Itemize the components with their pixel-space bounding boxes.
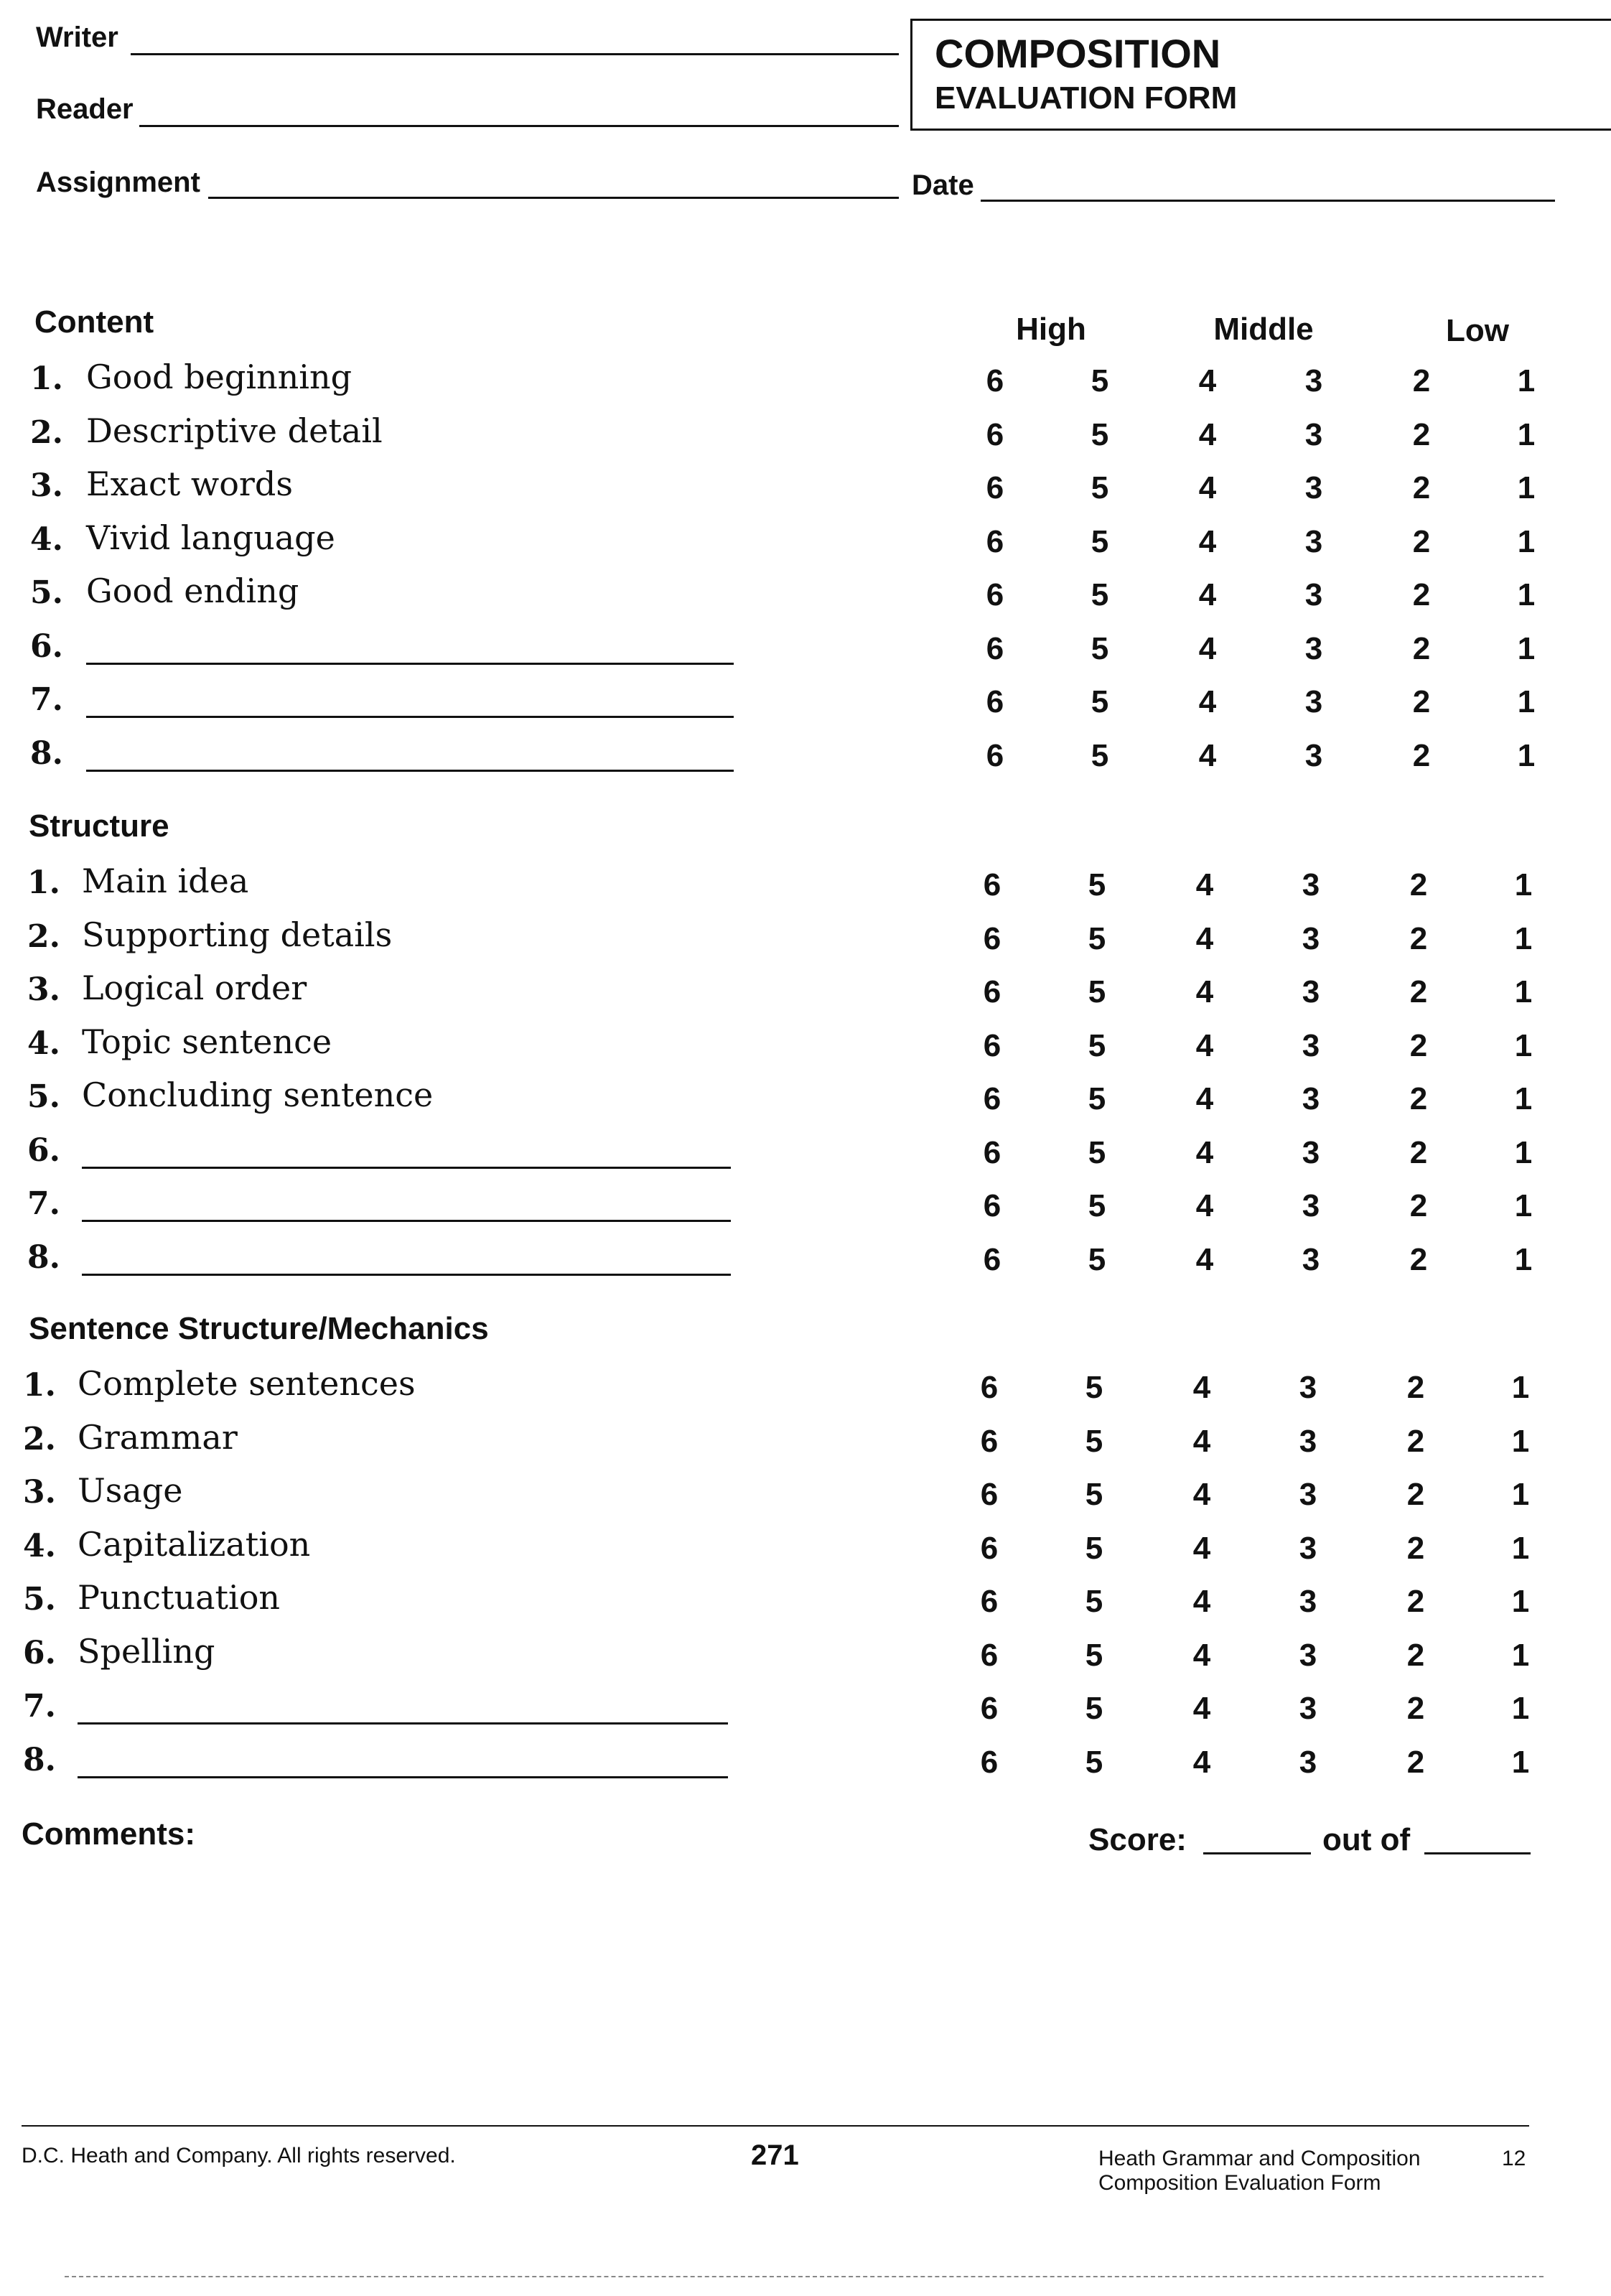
rating-option[interactable]: 2 [1412, 577, 1431, 612]
rating-option[interactable]: 2 [1409, 974, 1428, 1009]
rating-option[interactable]: 3 [1304, 577, 1323, 612]
rating-option[interactable]: 5 [1088, 1081, 1106, 1116]
rating-option[interactable]: 3 [1299, 1423, 1317, 1459]
rating-option[interactable]: 5 [1091, 523, 1109, 559]
rating-option[interactable]: 6 [980, 1370, 999, 1405]
rating-option[interactable]: 1 [1511, 1530, 1530, 1566]
rating-option[interactable]: 3 [1299, 1584, 1317, 1619]
item-number: 4. [27, 1025, 60, 1062]
rating-option[interactable]: 6 [983, 867, 1001, 902]
rating-option[interactable]: 6 [980, 1584, 999, 1619]
rating-option[interactable]: 3 [1304, 630, 1323, 666]
item-number: 4. [23, 1527, 56, 1564]
item-label: Punctuation [78, 1578, 281, 1617]
footer-book-title: Heath Grammar and Composition [1098, 2147, 1421, 2170]
item-label: Grammar [78, 1417, 238, 1457]
rating-option[interactable]: 4 [1192, 1477, 1211, 1512]
rating-option[interactable]: 4 [1192, 1584, 1211, 1619]
item-label: Descriptive detail [86, 411, 383, 450]
rating-option[interactable]: 6 [986, 684, 1004, 719]
rating-option[interactable]: 4 [1195, 974, 1214, 1009]
item-number: 5. [27, 1078, 60, 1115]
rating-option[interactable]: 1 [1517, 684, 1536, 719]
rating-option[interactable]: 4 [1192, 1423, 1211, 1459]
item-blank-line[interactable] [86, 716, 734, 718]
rating-option[interactable]: 5 [1085, 1530, 1103, 1566]
rating-option[interactable]: 4 [1198, 684, 1217, 719]
rating-option[interactable]: 3 [1302, 974, 1320, 1009]
item-number: 6. [30, 627, 63, 665]
item-blank-line[interactable] [86, 663, 734, 665]
item-number: 8. [30, 734, 63, 772]
section-title: Content [34, 304, 154, 340]
form-subtitle: EVALUATION FORM [935, 80, 1238, 116]
rating-option[interactable]: 2 [1406, 1691, 1425, 1726]
rating-option[interactable]: 1 [1511, 1744, 1530, 1780]
rating-option[interactable]: 5 [1091, 470, 1109, 505]
writer-field[interactable] [131, 53, 899, 55]
rating-option[interactable]: 3 [1304, 523, 1323, 559]
rating-option[interactable]: 4 [1195, 1188, 1214, 1223]
item-label: Usage [78, 1471, 183, 1510]
rating-option[interactable]: 1 [1514, 1134, 1533, 1170]
reader-label: Reader [36, 93, 134, 125]
item-label: Complete sentences [78, 1364, 416, 1403]
rating-option[interactable]: 6 [980, 1530, 999, 1566]
bottom-edge-line [65, 2276, 1544, 2277]
item-number: 1. [27, 864, 60, 901]
rating-option[interactable]: 5 [1088, 867, 1106, 902]
item-number: 6. [27, 1131, 60, 1169]
scale-middle-label: Middle [1213, 312, 1314, 347]
rating-option[interactable]: 5 [1091, 577, 1109, 612]
rating-option[interactable]: 3 [1304, 684, 1323, 719]
rating-option[interactable]: 2 [1406, 1637, 1425, 1673]
rating-option[interactable]: 3 [1302, 1188, 1320, 1223]
rating-option[interactable]: 1 [1514, 867, 1533, 902]
item-number: 3. [30, 467, 63, 504]
item-blank-line[interactable] [78, 1722, 728, 1725]
rating-option[interactable]: 3 [1302, 1027, 1320, 1063]
rating-option[interactable]: 4 [1198, 737, 1217, 773]
rating-option[interactable]: 6 [983, 1027, 1001, 1063]
rating-option[interactable]: 1 [1511, 1637, 1530, 1673]
rating-option[interactable]: 5 [1085, 1423, 1103, 1459]
rating-option[interactable]: 2 [1412, 523, 1431, 559]
rating-option[interactable]: 4 [1192, 1530, 1211, 1566]
rating-option[interactable]: 3 [1299, 1530, 1317, 1566]
item-label: Main idea [82, 862, 249, 900]
rating-option[interactable]: 3 [1304, 737, 1323, 773]
rating-option[interactable]: 4 [1195, 1134, 1214, 1170]
rating-option[interactable]: 1 [1511, 1370, 1530, 1405]
assignment-label: Assignment [36, 167, 200, 198]
item-label: Supporting details [82, 915, 393, 954]
rating-option[interactable]: 1 [1517, 737, 1536, 773]
form-title: COMPOSITION [935, 31, 1221, 76]
footer-copyright: D.C. Heath and Company. All rights reserved. [22, 2144, 456, 2167]
item-number: 1. [30, 360, 63, 397]
rating-option[interactable]: 5 [1091, 363, 1109, 398]
footer-form-number: 12 [1502, 2147, 1526, 2170]
out-of-field[interactable] [1424, 1852, 1531, 1854]
rating-option[interactable]: 5 [1088, 974, 1106, 1009]
rating-option[interactable]: 4 [1192, 1637, 1211, 1673]
rating-option[interactable]: 2 [1406, 1477, 1425, 1512]
rating-option[interactable]: 1 [1511, 1691, 1530, 1726]
rating-option[interactable]: 4 [1195, 1241, 1214, 1277]
rating-option[interactable]: 6 [983, 974, 1001, 1009]
footer-form-title: Composition Evaluation Form [1098, 2171, 1381, 2195]
section-title: Sentence Structure/Mechanics [29, 1311, 489, 1346]
rating-option[interactable]: 4 [1195, 867, 1214, 902]
item-number: 2. [27, 918, 60, 955]
rating-option[interactable]: 5 [1085, 1370, 1103, 1405]
date-label: Date [912, 169, 974, 201]
rating-option[interactable]: 6 [983, 920, 1001, 956]
rating-option[interactable]: 3 [1302, 920, 1320, 956]
scale-low-label: Low [1446, 313, 1509, 348]
item-blank-line[interactable] [78, 1776, 728, 1778]
rating-option[interactable]: 6 [980, 1423, 999, 1459]
item-number: 7. [27, 1185, 60, 1222]
rating-option[interactable]: 2 [1409, 1188, 1428, 1223]
rating-option[interactable]: 5 [1085, 1691, 1103, 1726]
rating-option[interactable]: 3 [1304, 470, 1323, 505]
item-number: 2. [23, 1420, 56, 1457]
item-label: Good beginning [86, 358, 352, 396]
rating-option[interactable]: 6 [980, 1477, 999, 1512]
rating-option[interactable]: 1 [1511, 1423, 1530, 1459]
rating-option[interactable]: 5 [1088, 920, 1106, 956]
rating-option[interactable]: 2 [1412, 630, 1431, 666]
rating-option[interactable]: 2 [1406, 1423, 1425, 1459]
rating-option[interactable]: 6 [983, 1081, 1001, 1116]
rating-option[interactable]: 5 [1091, 416, 1109, 452]
rating-option[interactable]: 4 [1198, 416, 1217, 452]
rating-option[interactable]: 4 [1198, 577, 1217, 612]
rating-option[interactable]: 2 [1409, 1027, 1428, 1063]
rating-option[interactable]: 6 [986, 363, 1004, 398]
rating-option[interactable]: 3 [1302, 867, 1320, 902]
rating-option[interactable]: 5 [1088, 1188, 1106, 1223]
item-label: Vivid language [86, 518, 335, 557]
item-blank-line[interactable] [82, 1220, 731, 1222]
rating-option[interactable]: 1 [1517, 577, 1536, 612]
rating-option[interactable]: 5 [1085, 1637, 1103, 1673]
item-label: Logical order [82, 969, 307, 1007]
rating-option[interactable]: 4 [1195, 1027, 1214, 1063]
rating-option[interactable]: 1 [1517, 416, 1536, 452]
rating-option[interactable]: 3 [1304, 363, 1323, 398]
rating-option[interactable]: 3 [1299, 1370, 1317, 1405]
rating-option[interactable]: 5 [1085, 1477, 1103, 1512]
rating-option[interactable]: 6 [983, 1241, 1001, 1277]
rating-option[interactable]: 6 [986, 470, 1004, 505]
rating-option[interactable]: 3 [1302, 1241, 1320, 1277]
item-number: 7. [23, 1688, 56, 1725]
rating-option[interactable]: 2 [1412, 684, 1431, 719]
item-label: Exact words [86, 465, 293, 503]
rating-option[interactable]: 5 [1088, 1027, 1106, 1063]
rating-option[interactable]: 5 [1091, 684, 1109, 719]
rating-option[interactable]: 6 [986, 416, 1004, 452]
rating-option[interactable]: 1 [1514, 920, 1533, 956]
rating-option[interactable]: 2 [1409, 867, 1428, 902]
rating-option[interactable]: 4 [1198, 630, 1217, 666]
rating-option[interactable]: 1 [1511, 1584, 1530, 1619]
item-number: 1. [23, 1367, 56, 1404]
item-number: 3. [27, 971, 60, 1008]
date-field[interactable] [981, 200, 1555, 202]
score-field[interactable] [1203, 1852, 1311, 1854]
item-label: Good ending [86, 571, 299, 610]
rating-option[interactable]: 5 [1088, 1134, 1106, 1170]
rating-option[interactable]: 4 [1198, 470, 1217, 505]
item-number: 7. [30, 681, 63, 718]
writer-label: Writer [36, 22, 118, 53]
rating-option[interactable]: 6 [986, 523, 1004, 559]
rating-option[interactable]: 4 [1192, 1744, 1211, 1780]
rating-option[interactable]: 2 [1412, 737, 1431, 773]
rating-option[interactable]: 6 [986, 577, 1004, 612]
rating-option[interactable]: 4 [1195, 920, 1214, 956]
rating-option[interactable]: 5 [1091, 630, 1109, 666]
item-label: Spelling [78, 1631, 215, 1671]
rating-option[interactable]: 1 [1514, 1188, 1533, 1223]
item-number: 3. [23, 1474, 56, 1511]
item-number: 5. [30, 574, 63, 611]
item-number: 2. [30, 414, 63, 451]
item-number: 8. [27, 1238, 60, 1276]
score-label: Score: [1088, 1822, 1187, 1857]
rating-option[interactable]: 6 [983, 1134, 1001, 1170]
rating-option[interactable]: 3 [1299, 1744, 1317, 1780]
rating-option[interactable]: 1 [1514, 1081, 1533, 1116]
rating-option[interactable]: 3 [1304, 416, 1323, 452]
rating-option[interactable]: 2 [1412, 363, 1431, 398]
rating-option[interactable]: 3 [1299, 1637, 1317, 1673]
rating-option[interactable]: 3 [1299, 1477, 1317, 1512]
rating-option[interactable]: 2 [1412, 416, 1431, 452]
rating-option[interactable]: 5 [1088, 1241, 1106, 1277]
rating-option[interactable]: 4 [1198, 363, 1217, 398]
rating-option[interactable]: 6 [980, 1637, 999, 1673]
rating-option[interactable]: 2 [1412, 470, 1431, 505]
rating-option[interactable]: 5 [1085, 1744, 1103, 1780]
rating-option[interactable]: 6 [986, 737, 1004, 773]
rating-option[interactable]: 2 [1409, 1081, 1428, 1116]
rating-option[interactable]: 1 [1511, 1477, 1530, 1512]
item-label: Capitalization [78, 1524, 311, 1564]
item-number: 4. [30, 521, 63, 558]
rating-option[interactable]: 1 [1514, 974, 1533, 1009]
item-label: Topic sentence [82, 1022, 332, 1061]
rating-option[interactable]: 4 [1198, 523, 1217, 559]
rating-option[interactable]: 2 [1409, 1241, 1428, 1277]
rating-option[interactable]: 1 [1517, 630, 1536, 666]
rating-option[interactable]: 6 [986, 630, 1004, 666]
rating-option[interactable]: 2 [1406, 1584, 1425, 1619]
item-blank-line[interactable] [82, 1274, 731, 1276]
out-of-label: out of [1322, 1822, 1411, 1857]
rating-option[interactable]: 5 [1091, 737, 1109, 773]
footer-page-number: 271 [751, 2139, 799, 2171]
rating-option[interactable]: 4 [1192, 1370, 1211, 1405]
item-number: 8. [23, 1741, 56, 1778]
rating-option[interactable]: 5 [1085, 1584, 1103, 1619]
comments-label: Comments: [22, 1816, 196, 1852]
rating-option[interactable]: 1 [1517, 363, 1536, 398]
rating-option[interactable]: 2 [1406, 1744, 1425, 1780]
section-title: Structure [29, 808, 169, 844]
rating-option[interactable]: 1 [1517, 523, 1536, 559]
rating-option[interactable]: 4 [1195, 1081, 1214, 1116]
reader-field[interactable] [139, 125, 899, 127]
assignment-field[interactable] [208, 197, 899, 199]
rating-option[interactable]: 2 [1406, 1530, 1425, 1566]
rating-option[interactable]: 6 [980, 1691, 999, 1726]
item-blank-line[interactable] [86, 770, 734, 772]
rating-option[interactable]: 2 [1409, 920, 1428, 956]
item-number: 5. [23, 1581, 56, 1618]
scale-high-label: High [1016, 312, 1086, 347]
rating-option[interactable]: 3 [1302, 1134, 1320, 1170]
rating-option[interactable]: 1 [1517, 470, 1536, 505]
rating-option[interactable]: 1 [1514, 1027, 1533, 1063]
rating-option[interactable]: 2 [1409, 1134, 1428, 1170]
footer-divider [22, 2125, 1529, 2127]
rating-option[interactable]: 3 [1302, 1081, 1320, 1116]
rating-option[interactable]: 6 [983, 1188, 1001, 1223]
item-blank-line[interactable] [82, 1167, 731, 1169]
rating-option[interactable]: 4 [1192, 1691, 1211, 1726]
rating-option[interactable]: 1 [1514, 1241, 1533, 1277]
rating-option[interactable]: 6 [980, 1744, 999, 1780]
rating-option[interactable]: 2 [1406, 1370, 1425, 1405]
rating-option[interactable]: 3 [1299, 1691, 1317, 1726]
item-number: 6. [23, 1634, 56, 1671]
item-label: Concluding sentence [82, 1075, 434, 1114]
